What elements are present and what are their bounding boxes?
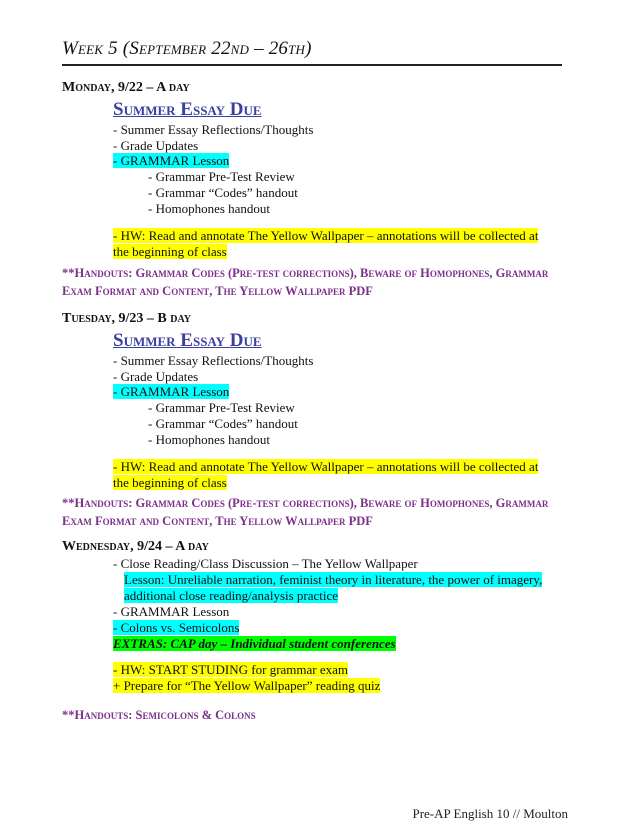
monday-heading: Monday, 9/22 – A day: [62, 80, 190, 95]
monday-sub-1: - Grammar Pre-Test Review: [148, 169, 295, 184]
wednesday-hw-1-text: - HW: START STUDING for grammar exam: [113, 662, 349, 677]
wednesday-hw-2: [113, 678, 380, 693]
wednesday-extras: [113, 636, 396, 651]
wednesday-line-1: - Close Reading/Class Discussion – The Yellow Wallpaper: [113, 556, 418, 571]
monday-hw-2: [113, 244, 227, 259]
tuesday-sub-3: - Homophones handout: [148, 432, 271, 447]
wednesday-extras-text: EXTRAS: CAP day – Individual student conferences: [113, 636, 396, 651]
tuesday-sub-2: - Grammar “Codes” handout: [148, 416, 298, 431]
wednesday-lesson-2-text: additional close reading/analysis practice: [124, 588, 339, 603]
tuesday-hw-1-text: - HW: Read and annotate The Yellow Wallpaper – annotations will be collected at: [113, 459, 539, 474]
monday-lesson-b: Lesson: [189, 153, 230, 168]
monday-hw-2-text: the beginning of class: [113, 244, 227, 259]
tuesday-line-2: - Grade Updates: [113, 369, 199, 384]
tuesday-line-1: - Summer Essay Reflections/Thoughts: [113, 353, 314, 368]
tuesday-heading: Tuesday, 9/23 – B day: [62, 311, 192, 326]
monday-line-1: - Summer Essay Reflections/Thoughts: [113, 122, 314, 137]
wednesday-line-2: - GRAMMAR Lesson: [113, 604, 230, 619]
monday-handouts: **Handouts: Grammar Codes (Pre-test corrections), Beware of Homophones, Grammar Exam Format and Content, The Yellow Wallpaper PDF: [62, 266, 549, 298]
wednesday-heading: Wednesday, 9/24 – A day: [62, 539, 209, 554]
monday-lesson: [113, 153, 229, 168]
monday-essay-due: Summer Essay Due: [113, 99, 262, 120]
tuesday-lesson-a: - GRAMMAR: [113, 384, 190, 399]
wednesday-sub-1: [113, 620, 239, 635]
page-footer: Pre-AP English 10 // Moulton: [412, 806, 568, 821]
tuesday-hw-1: [113, 459, 538, 474]
monday-hw-1: [113, 228, 538, 243]
tuesday-lesson-b: Lesson: [189, 384, 230, 399]
monday-line-2: - Grade Updates: [113, 138, 199, 153]
monday-sub-3: - Homophones handout: [148, 201, 271, 216]
page-title: Week 5 (September 22nd – 26th): [62, 38, 562, 66]
wednesday-lesson-1-text: Lesson: Unreliable narration, feminist theory in literature, the power of imagery,: [124, 572, 543, 587]
tuesday-hw-2-text: the beginning of class: [113, 475, 227, 490]
wednesday-hw-2-text: + Prepare for “The Yellow Wallpaper” reading quiz: [113, 678, 381, 693]
wednesday-hw-1: [113, 662, 348, 677]
wednesday-sub-1-text: - Colons vs. Semicolons: [113, 620, 240, 635]
wednesday-lesson-1: [124, 572, 542, 587]
wednesday-lesson-2: [124, 588, 338, 603]
wednesday-handouts: **Handouts: Semicolons & Colons: [62, 708, 256, 722]
tuesday-handouts: **Handouts: Grammar Codes (Pre-test corrections), Beware of Homophones, Grammar Exam Format and Content, The Yellow Wallpaper PDF: [62, 496, 549, 528]
monday-lesson-a: - GRAMMAR: [113, 153, 190, 168]
tuesday-essay-due: Summer Essay Due: [113, 330, 262, 351]
tuesday-hw-2: [113, 475, 227, 490]
tuesday-lesson: [113, 384, 229, 399]
monday-hw-1-text: - HW: Read and annotate The Yellow Wallpaper – annotations will be collected at: [113, 228, 539, 243]
tuesday-sub-1: - Grammar Pre-Test Review: [148, 400, 295, 415]
monday-sub-2: - Grammar “Codes” handout: [148, 185, 298, 200]
